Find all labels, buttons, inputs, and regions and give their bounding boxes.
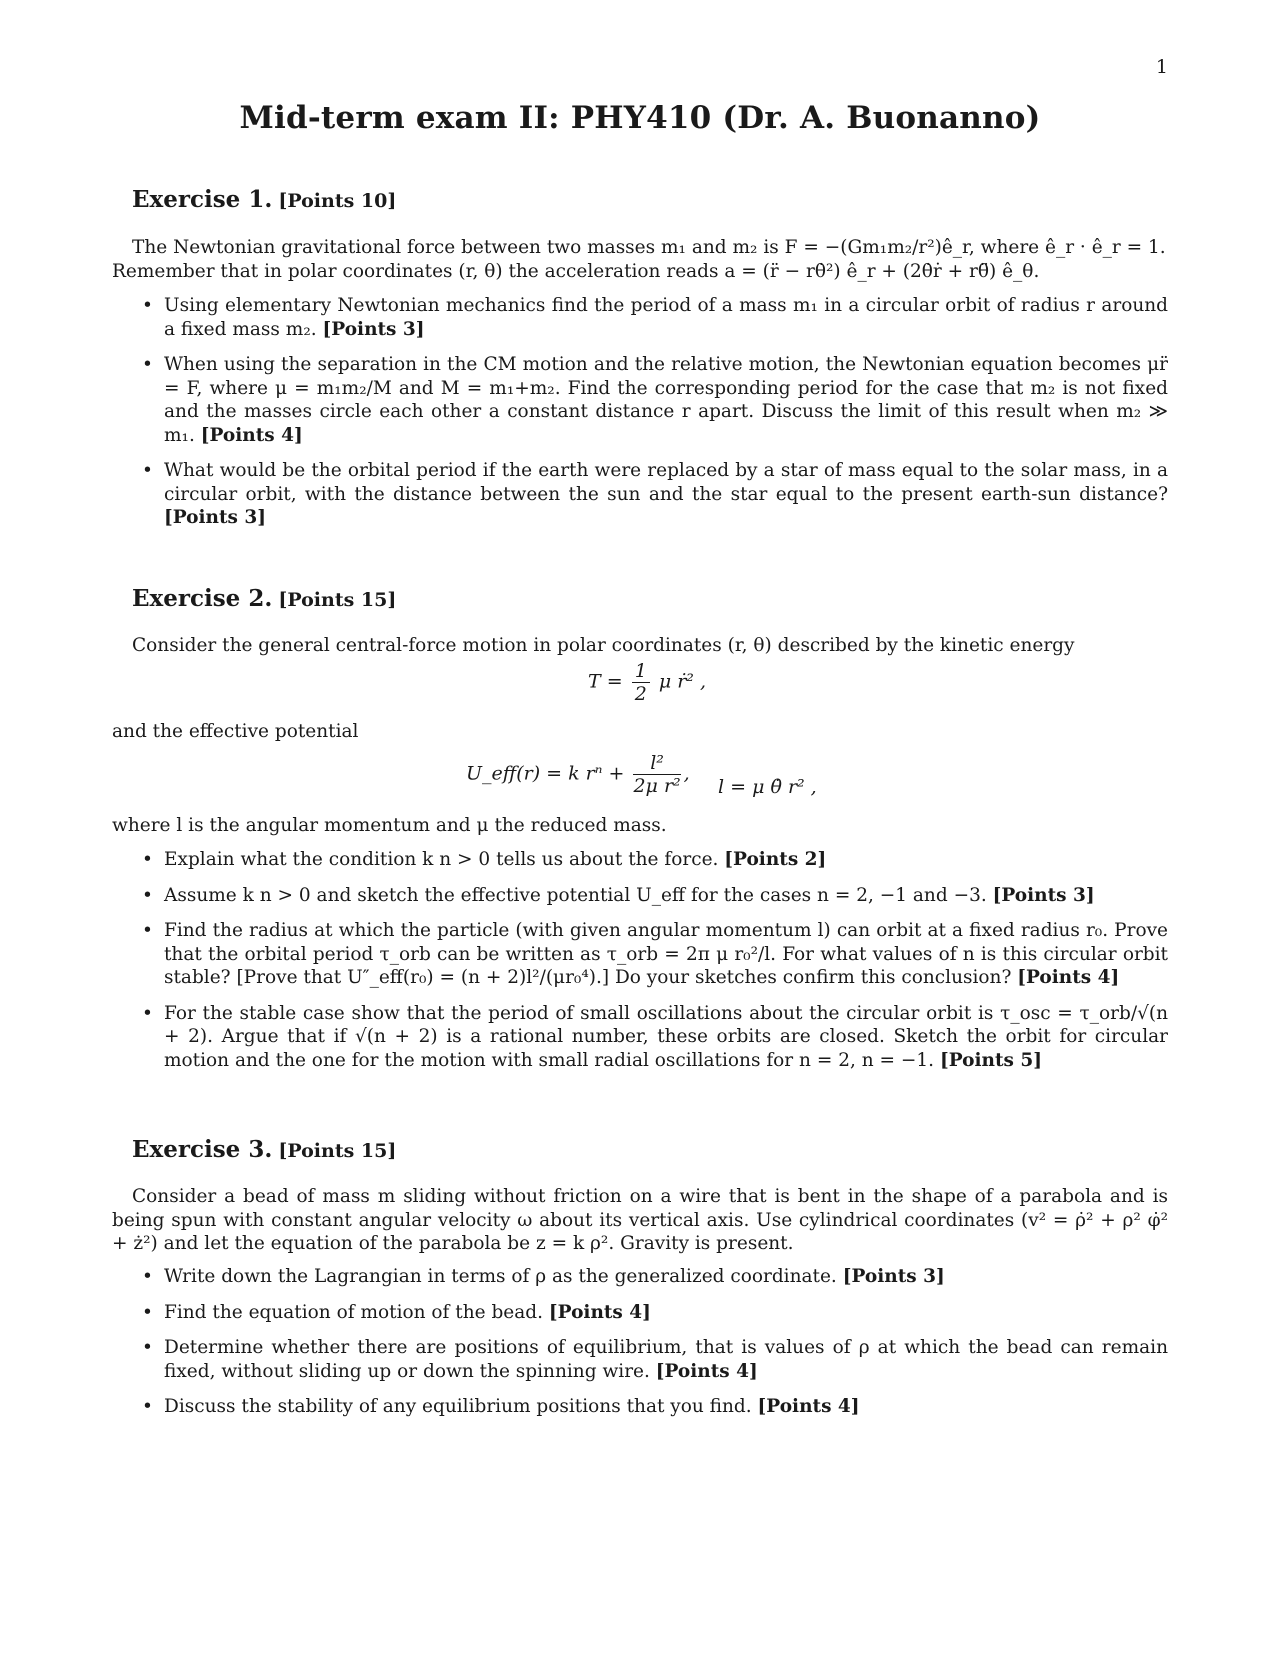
question-points: [Points 5] bbox=[939, 1049, 1042, 1071]
question-points: [Points 4] bbox=[757, 1396, 860, 1417]
exercise-2-question-2: • Assume k n > 0 and sketch the effective potential U_eff for the cases n = 2, −1 and −3. [Points 3] bbox=[142, 884, 1095, 906]
reduced-mass-note: where l is the angular momentum and μ the reduced mass. bbox=[112, 815, 667, 836]
exercise-2-questions bbox=[140, 848, 1168, 1082]
fraction bbox=[632, 660, 650, 705]
kinetic-energy-equation bbox=[588, 660, 706, 705]
question-text: Determine whether there are positions of equilibrium, that is values of ρ at which the bead can remain fixed, without sliding up or down the spinning wire. bbox=[164, 1337, 1168, 1382]
question-text: What would be the orbital period if the earth were replaced by a star of mass equal to the solar mass, in a circular orbit, with the distance between the sun and the star equal to the present earth-sun distance? bbox=[164, 460, 1168, 505]
exercise-1-points: [Points 10] bbox=[278, 190, 397, 212]
fraction bbox=[633, 752, 680, 797]
question-points: [Points 4] bbox=[200, 424, 303, 446]
exercise-3-question-4: • Discuss the stability of any equilibrium positions that you find. [Points 4] bbox=[142, 1396, 860, 1417]
exercise-1-intro bbox=[112, 236, 1168, 283]
exercise-3-intro: Consider a bead of mass m sliding without friction on a wire that is bent in the shape of a parabola and is being spun with constant angular velocity ω about its vertical axis. Use cylindrical coordinates (v² = ρ̇² + ρ² φ̇² + ż²) and let the equation of the parabola be z = k ρ². Gravity is present. bbox=[112, 1186, 1168, 1254]
exercise-2-label: Exercise 2. bbox=[132, 585, 273, 612]
question-text: For the stable case show that the period of small oscillations about the circular orbit is τ_osc = τ_orb/√(n + 2). Argue that if √(n + 2) is a rational number, these orbits are closed. Sketch the orbit for circular motion and the one for the motion with small radial oscillations for n = 2, n = −1. bbox=[164, 1002, 1168, 1071]
question-points: [Points 3] bbox=[164, 507, 267, 528]
exercise-2-question-3: • Find the radius at which the particle (with given angular momentum l) can orbit at a fixed radius r₀. Prove that the orbital period τ_orb can be written as τ_orb = 2π μ r₀²/l. For what values of n is this circular orbit stable? [Prove that U″_eff(r₀) = (n + 2)l²/(μr₀⁴).] Do your sketches confirm this conclusion? [Points 4] bbox=[142, 920, 1168, 988]
question-text: Find the radius at which the particle (with given angular momentum l) can orbit at a fixed radius r₀. Prove that the orbital period τ_orb can be written as τ_orb = 2π μ r₀²/l. For what values of n is this circular orbit stable? [Prove that U″_eff(r₀) = (n + 2)l²/(μr₀⁴).] Do your sketches confirm this conclusion? bbox=[164, 920, 1168, 988]
exercise-1-intro-line-2: Remember that in polar coordinates (r, θ) the acceleration reads a = (r̈ − rθ̇²) ê_r + (2θ̇ṙ + rθ̈) ê_θ. bbox=[112, 260, 1040, 282]
exercise-1-question-2: • When using the separation in the CM motion and the relative motion, the Newtonian equation becomes μr̈ = F, where μ = m₁m₂/M and M = m₁+m₂. Find the corresponding period for the case that m₂ is not fixed and the masses circle each other a constant distance r apart. Discuss the limit of this result when m₂ ≫ m₁. [Points 4] bbox=[142, 354, 1168, 446]
angular-momentum-equation: l = μ θ̇ r² , bbox=[718, 776, 817, 798]
question-points: [Points 4] bbox=[548, 1301, 651, 1323]
question-text: Find the equation of motion of the bead. bbox=[164, 1301, 544, 1323]
denominator: 2μ r² bbox=[633, 775, 681, 797]
question-points: [Points 3] bbox=[992, 884, 1095, 906]
exercise-2-points: [Points 15] bbox=[278, 589, 397, 611]
page-number: 1 bbox=[1155, 56, 1168, 78]
exercise-3-questions bbox=[140, 1265, 1168, 1429]
numerator: l² bbox=[633, 752, 680, 775]
equation-rhs: μ ṙ² , bbox=[658, 670, 706, 693]
exam-title: Mid-term exam II: PHY410 (Dr. A. Buonanno) bbox=[239, 100, 1041, 136]
exercise-1-label: Exercise 1. bbox=[132, 186, 273, 213]
exercise-3-question-2: • Find the equation of motion of the bead. [Points 4] bbox=[142, 1301, 651, 1323]
question-text: Discuss the stability of any equilibrium positions that you find. bbox=[164, 1396, 752, 1417]
exercise-3-label: Exercise 3. bbox=[132, 1136, 273, 1163]
exercise-2-heading bbox=[132, 585, 396, 612]
question-text: When using the separation in the CM motion and the relative motion, the Newtonian equation becomes μr̈ = F, where μ = m₁m₂/M and M = m₁+m₂. Find the corresponding period for the case that m₂ is not fixed and the masses circle each other a constant distance r apart. Discuss the limit of this result when m₂ ≫ m₁. bbox=[164, 354, 1168, 446]
question-text: Assume k n > 0 and sketch the effective potential U_eff for the cases n = 2, −1 and −3. bbox=[164, 884, 987, 906]
question-text: Using elementary Newtonian mechanics find the period of a mass m₁ in a circular orbit of radius r around a fixed mass m₂. bbox=[164, 295, 1168, 340]
exercise-3-question-3: • Determine whether there are positions of equilibrium, that is values of ρ at which the bead can remain fixed, without sliding up or down the spinning wire. [Points 4] bbox=[142, 1337, 1168, 1382]
question-text: Explain what the condition k n > 0 tells us about the force. bbox=[164, 849, 719, 870]
question-points: [Points 4] bbox=[655, 1360, 758, 1382]
exercise-3-points: [Points 15] bbox=[278, 1140, 397, 1162]
denominator: 2 bbox=[634, 683, 647, 705]
question-points: [Points 4] bbox=[1017, 967, 1120, 988]
question-points: [Points 3] bbox=[322, 318, 425, 340]
exercise-1-heading bbox=[132, 186, 396, 213]
exercise-2-intro: Consider the general central-force motion in polar coordinates (r, θ) described by the kinetic energy bbox=[132, 635, 1075, 656]
exercise-3-question-1: • Write down the Lagrangian in terms of ρ as the generalized coordinate. [Points 3] bbox=[142, 1266, 945, 1287]
equation-tail: , bbox=[683, 762, 690, 785]
exercise-2-question-4: • For the stable case show that the period of small oscillations about the circular orbit is τ_osc = τ_orb/√(n + 2). Argue that if √(n + 2) is a rational number, these orbits are closed. Sketch the orbit for circular motion and the one for the motion with small radial oscillations for n = 2, n = −1. [Points 5] bbox=[142, 1002, 1168, 1071]
equation-lhs: U_eff(r) = k rⁿ + bbox=[466, 762, 625, 785]
question-points: [Points 2] bbox=[724, 849, 827, 870]
question-points: [Points 3] bbox=[842, 1266, 945, 1287]
exercise-1-question-3: • What would be the orbital period if the earth were replaced by a star of mass equal to the solar mass, in a circular orbit, with the distance between the sun and the star equal to the present earth-sun distance? [Points 3] bbox=[142, 460, 1168, 528]
exercise-1-intro-line-1: The Newtonian gravitational force between two masses m₁ and m₂ is F = −(Gm₁m₂/r²)ê_r, where ê_r · ê_r = 1. bbox=[132, 237, 1166, 258]
exercise-1-questions bbox=[140, 294, 1168, 540]
exercise-1-question-1: • Using elementary Newtonian mechanics find the period of a mass m₁ in a circular orbit of radius r around a fixed mass m₂. [Points 3] bbox=[142, 295, 1168, 340]
question-text: Write down the Lagrangian in terms of ρ as the generalized coordinate. bbox=[164, 1266, 837, 1287]
effective-potential-intro: and the effective potential bbox=[112, 721, 359, 742]
equation-lhs: T = bbox=[588, 670, 623, 693]
exercise-2-question-1: • Explain what the condition k n > 0 tells us about the force. [Points 2] bbox=[142, 849, 827, 870]
numerator: 1 bbox=[632, 660, 650, 683]
effective-potential-equation bbox=[466, 752, 690, 797]
exercise-3-heading bbox=[132, 1136, 396, 1163]
